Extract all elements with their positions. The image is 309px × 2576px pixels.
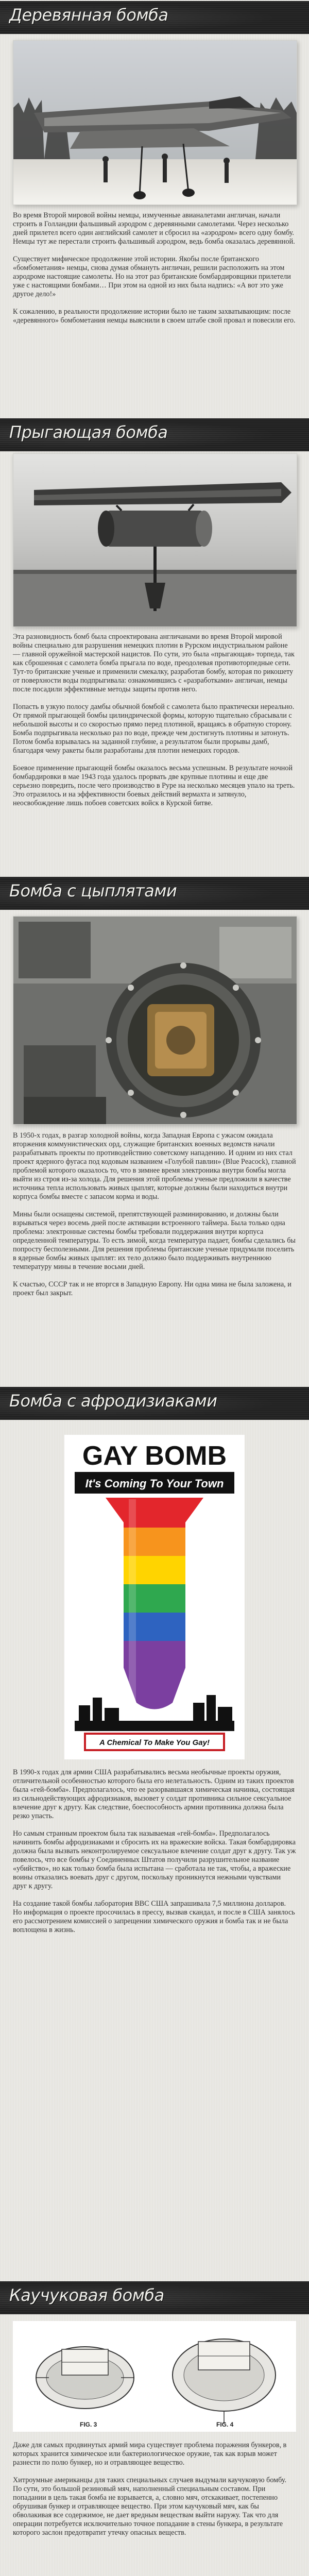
rubber-bomb-figures: [13, 2321, 296, 2432]
fig3-label: FIG. 3: [80, 2421, 97, 2428]
section-text-rubber-bomb: [13, 2441, 296, 2537]
paragraph: Эта разновидность бомб была спроектирована англичанами во время Второй мировой войны специально для разрушения немецких плотин в Рурском индустриальном районе — главной оружейной мастерской нацистов. По сути, это была «прыгающая» торпеда, так как сброшенная с самолета бомба прыгала по воде, преодолевая противоторпедные сети. Тут-то британские ученые и применили смекалку, разработав бомбу, которая по рикошету от поверхности воды подпрыгивала: ознакомившись с «разработками» англичан, немцы после посадили эффективные методы защиты против него.: [13, 633, 295, 693]
section-text-aphrodisiac-bomb: [13, 1768, 296, 1935]
photo-chicken-bomb: [13, 916, 297, 1125]
fig3-bomb-drawing: [36, 2347, 134, 2409]
fig4-label: FIG. 4: [216, 2421, 234, 2428]
section-header-rubber-bomb: [0, 2281, 309, 2314]
paragraph: Хитроумные американцы для таких специальных случаев выдумали каучуковую бомбу. По сути, это большой резиновый мяч, наполненный специальным составом. При попадании в цель такая бомба не взрывается, а, словно мяч, отскакивает, постепенно обрушивая бункер и отравляющее вещество. При этом каучуковый мяч, как бы обволакивая все содержимое, не дает вредным веществам выйти наружу. Так что для операции потребуется исключительно точное попадание в стены бункера, в результате которого заслон предотвратит утечку опасных веществ.: [13, 2476, 287, 2537]
section-title: Деревянная бомба: [9, 5, 168, 25]
poster-subtitle: It's Coming To Your Town: [85, 1477, 224, 1490]
paragraph: Существует мифическое продолжение этой истории. Якобы после британского «бомбометания» немцы, снова думая обмануть англичан, решили расположить на этом аэродроме настоящие самолеты. Но на этот раз британские бомбардировщики прилетели уже с настоящими бомбами… При этом на одной из них была надпись: «А вот это уже другое дело!»: [13, 255, 291, 298]
paragraph: Но самым странным проектом была так называемая «гей-бомба». Предполагалось начинить бомбы афродизиаками и сбросить их на вражеские войска. Такая бомбардировка должна была вызвать неконтролируемое сексуальное влечение солдат друг к другу. Так уж повелось, что все бомбы у Соединенных Штатов получили разрушительное название «убийство», но как только бомба была испытана — сработала не так, чтобы, а вражеские воины отказались воевать друг с другом, поскольку проникнутся нежными чувствами друг к другу.: [13, 1829, 296, 1890]
photo-bouncing-bomb: [13, 453, 297, 627]
paragraph: В 1990-х годах для армии США разрабатывались весьма необычные проекты оружия, отличительной особенностью которого была его нелетальность. Одним из таких проектов была «гей-бомба». Предполагалось, что ее разорвавшаяся химическая начинка, состоящая из сильнодействующих афродизиаков, вызовет у солдат противника сильное сексуальное влечение друг к другу. Как следствие, боеспособность армии противника должна была резко упасть.: [13, 1768, 295, 1820]
paragraph: Боевое применение прыгающей бомбы оказалось весьма успешным. В результате ночной бомбардировки в мае 1943 года удалось прорвать две крупные плотины и еще две серьезно повредить, после чего производство в Руре на несколько месяцев упало на треть. Это отразилось и на эффективности боевых действий вермахта и затянуло, неосвобождение лишь побоев советских войск в Курской битве.: [13, 764, 295, 807]
section-title: Бомба с цыплятами: [9, 881, 177, 901]
poster-graphic: [64, 1435, 245, 1759]
poster-title: GAY BOMB: [82, 1441, 227, 1471]
section-text-chicken-bomb: [13, 1131, 296, 1298]
fig4-bomb-drawing: [173, 2339, 276, 2424]
poster-banner-text: A Chemical To Make You Gay!: [99, 1738, 210, 1747]
paragraph: На создание такой бомбы лаборатория ВВС США запрашивала 7,5 миллиона долларов. Но информация о проекте просочилась в прессу, вызвав скандал, и после в США занялось его рассмотрением комиссией о запрещении химического оружия и бомба так и не была воплощена в жизнь.: [13, 1900, 295, 1934]
chicken-bomb-image: [13, 917, 297, 1124]
section-text-wooden-bomb: [13, 211, 296, 325]
bouncing-bomb-image: [13, 454, 297, 626]
section-title: Прыгающая бомба: [9, 422, 168, 442]
paragraph: К счастью, СССР так и не вторгся в Западную Европу. Ни одна мина не была заложена, и проект был закрыт.: [13, 1280, 291, 1297]
section-title: Бомба с афродизиаками: [9, 1391, 217, 1411]
paragraph: Даже для самых продвинутых армий мира существует проблема поражения бункеров, в которых хранится химическое или бактериологическое оружие, так как взрыв может разнести по полю бункер, но и отравляющее вещество.: [13, 2441, 287, 2467]
paragraph: Попасть в узкую полосу дамбы обычной бомбой с самолета было практически нереально. От прямой прыгающей бомбы цилиндрической формы, которую тщательно сбрасывали с небольшой высоты и со скоростью прямо перед плотиной, вращаясь в обратную сторону. Бомба подпрыгивала несколько раз по воде, прежде чем достигнуть плотины и затонуть. Потом бомба взрывалась на заданной глубине, а результатом были прорывы дамб, благодаря чему ракеты были разработаны для плотин немецких городов.: [13, 703, 295, 755]
paragraph: К сожалению, в реальности продолжение истории было не таким захватывающим: после «деревянного» бомбометания немцы выяснили в своем штабе свой провал и повесили его.: [13, 308, 296, 325]
section-title: Каучуковая бомба: [9, 2285, 164, 2305]
section-header-bouncing-bomb: [0, 418, 309, 451]
paragraph: Мины были оснащены системой, препятствующей разминированию, и должны были взрываться через восемь дней после активации встроенного таймера. Была только одна проблема: электронные системы бомбы требовали поддержания внутри корпуса определенной температуры. То есть зимой, когда температура падает, бомбы сделались бы попросту бесполезными. Для решения проблемы британские ученые придумали поселить в ядерные бомбы живых цыплят: их тело должно было поддерживать внутреннюю температуру мины в течение восьми дней.: [13, 1210, 296, 1271]
rainbow-bomb-icon: [106, 1498, 203, 1709]
patent-drawing: [13, 2321, 296, 2432]
section-header-chicken-bomb: [0, 877, 309, 910]
paragraph: В 1950-х годах, в разгар холодной войны, когда Западная Европа с ужасом ожидала вторжения коммунистических орд, служащие британских военных ведомств начали разрабатывать проекты по противодействию советскому нападению. И одним из них стал проект ядерного фугаса под кодовым названием «Голубой павлин» (Blue Peacock), главной проблемой которого оказалось то, что в зимнее время электроника внутри бомбы могла выйти из строя из-за холода. Для решения этой проблемы ученые предложили в качестве источника тепла использовать живых цыплят, которые должны были находиться внутри корпуса бомбы вместе с запасом корма и воды.: [13, 1131, 296, 1201]
photo-wooden-plane: [13, 40, 297, 205]
section-header-aphrodisiac-bomb: [0, 1387, 309, 1420]
wooden-plane-image: [13, 41, 297, 205]
gay-bomb-poster: [64, 1435, 245, 1759]
paragraph: Во время Второй мировой войны немцы, измученные авианалетами англичан, начали строить в Голландии фальшивый аэродром с деревянными самолетами. Через несколько дней прилетел всего один английский самолет и сбросил на «аэродром» всего одну бомбу. Немцы тут же перестали строить фальшивый аэродром, ведь бомба оказалась деревянной.: [13, 211, 295, 246]
section-header-wooden-bomb: [0, 1, 309, 34]
section-text-bouncing-bomb: [13, 633, 296, 808]
